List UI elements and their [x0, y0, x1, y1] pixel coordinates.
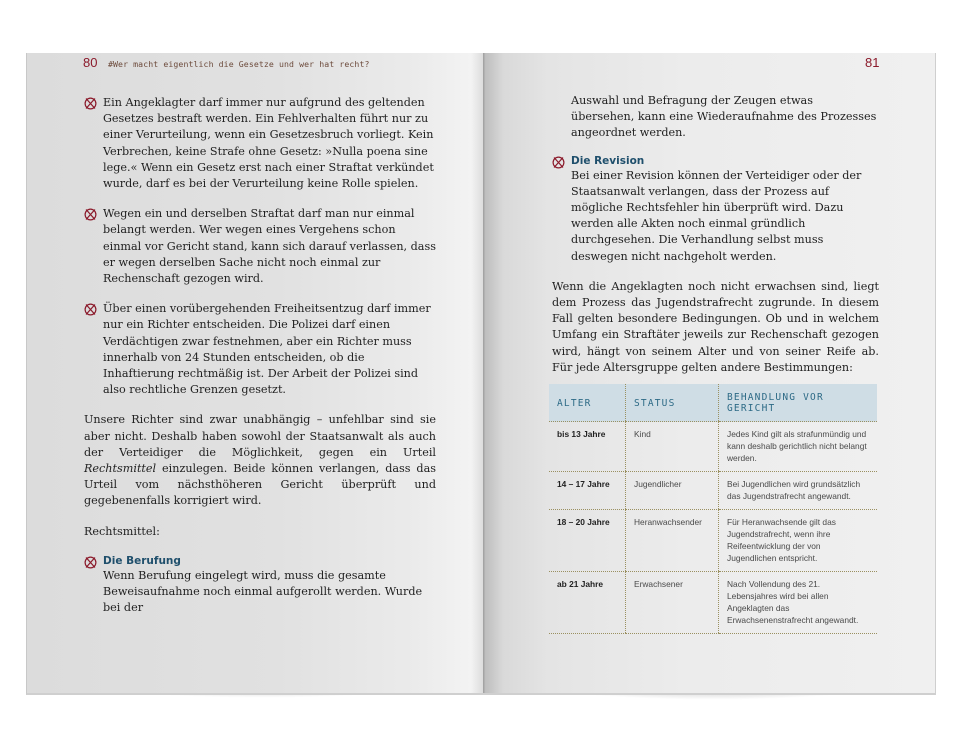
cell-age: 14 – 17 Jahre: [549, 472, 626, 510]
berufung-item: [84, 554, 436, 617]
table-row: [549, 422, 877, 472]
header-alter: ALTER: [549, 384, 626, 422]
crossed-circle-icon: [84, 208, 97, 221]
right-page: [485, 53, 936, 695]
revision-item: [552, 154, 879, 265]
crossed-circle-icon: [552, 156, 565, 169]
crossed-circle-icon: [84, 303, 97, 316]
left-page-body: [84, 95, 436, 630]
header-status: STATUS: [626, 384, 719, 422]
cell-status: Jugendlicher: [626, 472, 719, 510]
table-header-row: [549, 384, 877, 422]
table-row: [549, 572, 877, 634]
berufung-text: Wenn Berufung eingelegt wird, muss die gesamte Beweisaufnahme noch einmal aufgerollt werden. Wurde bei der: [103, 568, 423, 615]
page-number-right: 81: [865, 55, 880, 70]
right-page-body: [552, 93, 879, 390]
principle-item: [84, 301, 436, 398]
cell-status: Kind: [626, 422, 719, 472]
cell-treatment: Nach Vollendung des 21. Lebensjahres wird bei allen Angeklagten das Erwachsenenstrafrecht angewandt.: [719, 572, 878, 634]
cell-status: Erwachsener: [626, 572, 719, 634]
cell-age: bis 13 Jahre: [549, 422, 626, 472]
cell-treatment: Für Heranwachsende gilt das Jugendstrafrecht, wenn ihre Reifeentwicklung der von Jugendlichen entspricht.: [719, 510, 878, 572]
crossed-circle-icon: [84, 556, 97, 569]
principle-item: [84, 95, 436, 192]
principle-text: Wegen ein und derselben Straftat darf man nur einmal belangt werden. Wer wegen eines Vergehens schon einmal vor Gericht stand, kann sich darauf verlassen, dass er wegen derselben Sache nicht noch einmal zur Rechenschaft gezogen wird.: [103, 207, 436, 286]
revision-title: Die Revision: [571, 154, 645, 167]
berufung-title: Die Berufung: [103, 554, 181, 567]
header-behandlung: BEHANDLUNG VOR GERICHT: [719, 384, 878, 422]
rechtsmittel-label: Rechtsmittel:: [84, 524, 160, 538]
age-treatment-table: [549, 384, 877, 634]
crossed-circle-icon: [84, 97, 97, 110]
cell-age: 18 – 20 Jahre: [549, 510, 626, 572]
table-row: [549, 472, 877, 510]
rechtsmittel-paragraph: [84, 412, 436, 509]
principle-text: Ein Angeklagter darf immer nur aufgrund des geltenden Gesetzes bestraft werden. Ein Fehlverhalten führt nur zu einer Verurteilung, wenn ein Gesetzesbruch vorliegt. Kein Verbrechen, keine Strafe ohne Gesetz: »Nulla poena sine lege.« Wenn ein Gesetz erst nach einer Straftat verkündet wurde, darf es bei der Verurteilung keine Rolle spielen.: [103, 96, 434, 191]
continuation-item: [552, 93, 879, 142]
continuation-text: Auswahl und Befragung der Zeugen etwas übersehen, kann eine Wiederaufnahme des Prozesses angeordnet werden.: [571, 94, 877, 140]
principle-item: [84, 206, 436, 287]
cell-age: ab 21 Jahre: [549, 572, 626, 634]
cell-treatment: Bei Jugendlichen wird grundsätzlich das Jugendstrafrecht angewandt.: [719, 472, 878, 510]
cell-status: Heranwachsender: [626, 510, 719, 572]
table-row: [549, 510, 877, 572]
paragraph-text: Unsere Richter sind zwar unabhängig – unfehlbar sind sie aber nicht. Deshalb haben sowohl der Staatsanwalt als auch der Verteidiger die Möglichkeit, gegen ein Urteil: [84, 413, 436, 459]
emphasis-term: Rechtsmittel: [84, 462, 157, 476]
cell-treatment: Jedes Kind gilt als strafunmündig und kann deshalb gerichtlich nicht belangt werden.: [719, 422, 878, 472]
running-head: #Wer macht eigentlich die Gesetze und wer hat recht?: [108, 59, 370, 69]
revision-text: Bei einer Revision können der Verteidiger oder der Staatsanwalt verlangen, dass der Prozess auf mögliche Rechtsfehler hin überprüft wird. Dazu werden alle Akten noch einmal gründlich durchgesehen. Die Verhandlung selbst muss deswegen nicht nachgeholt werden.: [571, 168, 862, 263]
principle-text: Über einen vorübergehenden Freiheitsentzug darf immer nur ein Richter entscheiden. Die Polizei darf einen Verdächtigen zwar festnehmen, aber ein Richter muss innerhalb von 24 Stunden entscheiden, ob die Inhaftierung rechtmäßig ist. Der Arbeit der Polizei sind also rechtliche Grenzen gesetzt.: [103, 302, 431, 397]
paragraph-text: einzulegen. Beide können verlangen, dass das Urteil vom nächsthöheren Gericht überprüft und gegebenenfalls korrigiert wird.: [84, 462, 436, 508]
page-number-left: 80: [83, 55, 98, 70]
left-page: [26, 53, 485, 695]
jugendstrafrecht-paragraph: Wenn die Angeklagten noch nicht erwachsen sind, liegt dem Prozess das Jugendstrafrecht zugrunde. In diesem Fall gelten besondere Bedingungen. Ob und in welchem Umfang ein Straftäter jeweils zur Rechenschaft gezogen wird, hängt von seinem Alter und von seiner Reife ab. Für jede Altersgruppe gelten andere Bestimmungen:: [552, 279, 879, 374]
